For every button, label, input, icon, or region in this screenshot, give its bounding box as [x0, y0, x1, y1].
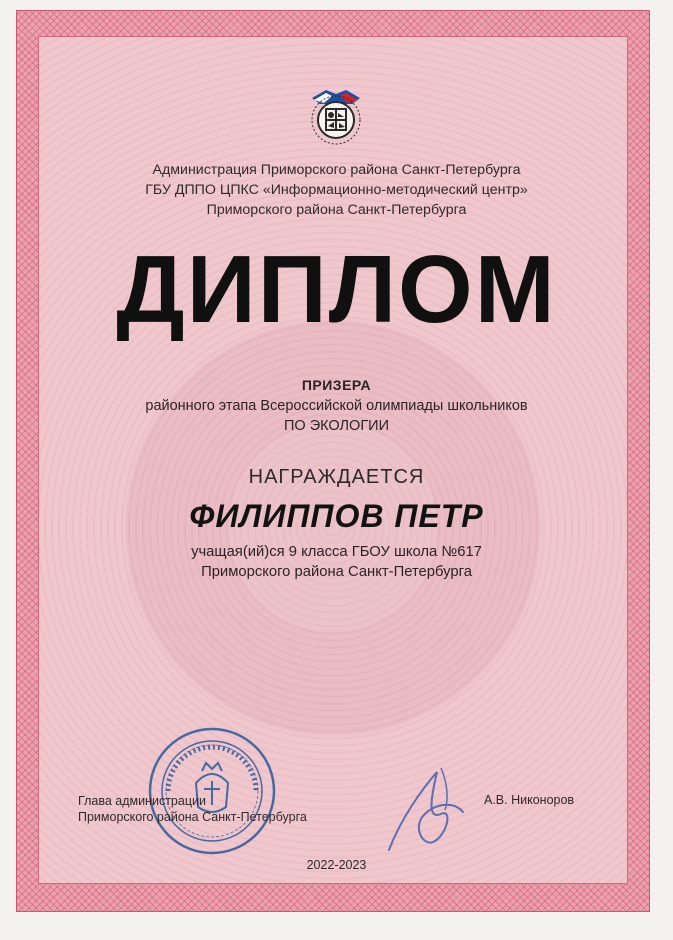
issuer-line-2: ГБУ ДППО ЦПКС «Информационно-методический центр»	[145, 182, 528, 198]
stage-line-1: районного этапа Всероссийской олимпиады школьников	[145, 398, 528, 414]
awarded-label: НАГРАЖДАЕТСЯ	[248, 466, 425, 488]
issuer-line-1: Администрация Приморского района Санкт-Петербурга	[152, 162, 521, 178]
olympiad-logo-icon	[300, 80, 372, 152]
student-line-1: учащая(ий)ся 9 класса ГБОУ школа №617	[191, 544, 482, 560]
award-rank: ПРИЗЕРА	[301, 377, 372, 393]
stage-line-2: ПО ЭКОЛОГИИ	[283, 418, 390, 434]
award-stage	[0, 396, 673, 436]
academic-year: 2022-2023	[306, 858, 367, 872]
signatory-title	[78, 793, 307, 825]
official-stamp-icon	[146, 725, 278, 857]
issuer-line-3: Приморского района Санкт-Петербурга	[206, 202, 467, 218]
signatory-name: А.В. Никоноров	[484, 793, 575, 807]
signatory-title-line-2: Приморского района Санкт-Петербурга	[78, 810, 307, 824]
issuer-header	[0, 160, 673, 220]
student-line-2: Приморского района Санкт-Петербурга	[201, 564, 472, 580]
recipient-name: ФИЛИППОВ ПЕТР	[189, 498, 484, 534]
recipient-info	[0, 542, 673, 582]
signature-icon	[383, 758, 483, 860]
diploma-title: ДИПЛОМ	[116, 236, 557, 343]
signatory-title-line-1: Глава администрации	[78, 794, 206, 808]
